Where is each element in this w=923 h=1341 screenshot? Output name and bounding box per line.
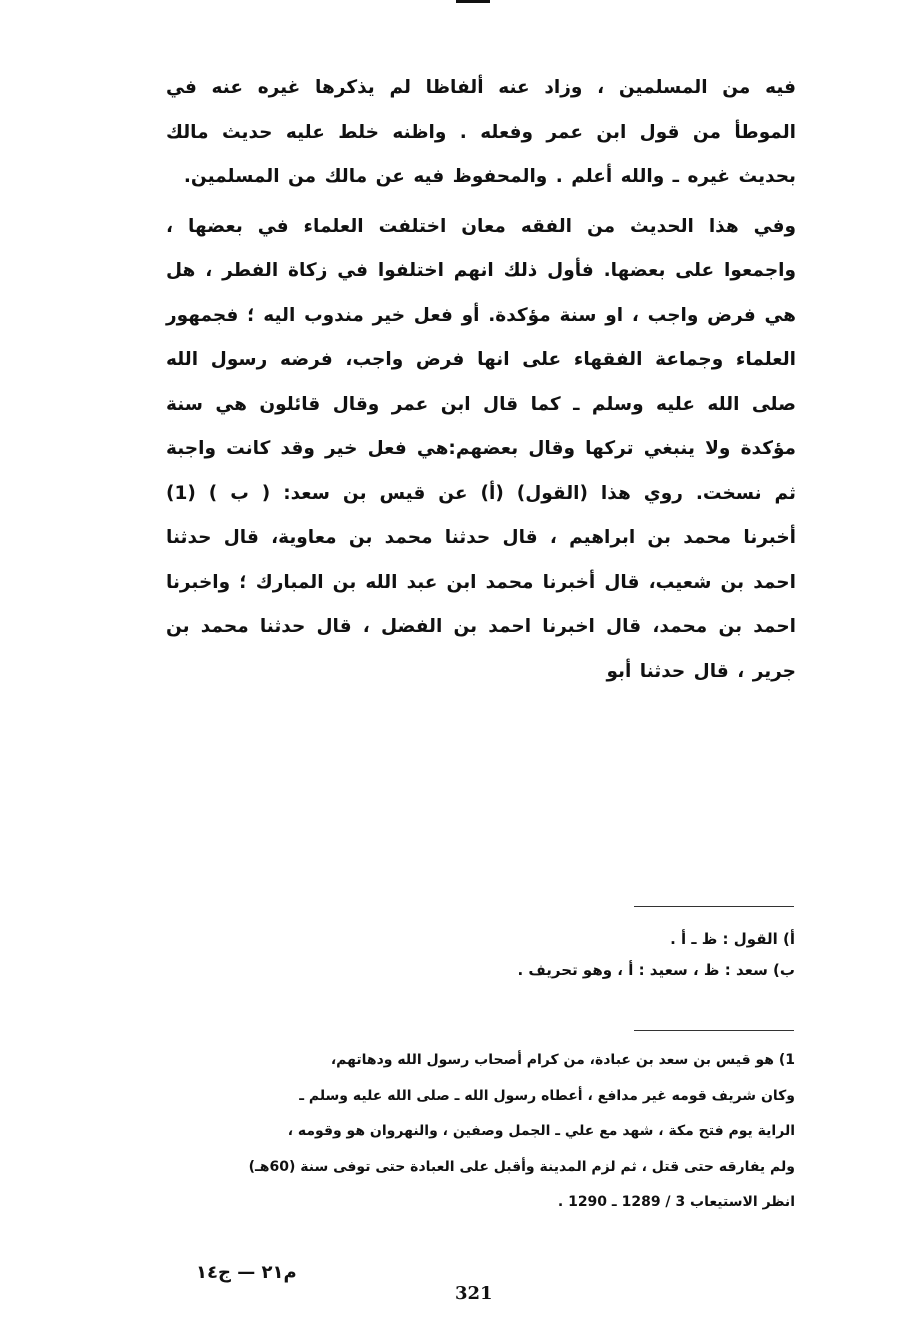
footnote-rule [634,1030,794,1031]
variant-notes [370,924,795,986]
footnote-line-2: وكان شريف قومه غير مدافع ، أعطاه رسول الله ـ صلى الله عليه وسلم ـ [299,1087,795,1104]
footnote-line-1: 1) هو قيس بن سعد بن عبادة، من كرام أصحاب رسول الله ودهاتهم، [330,1052,795,1068]
variant-notes-rule [634,906,794,907]
variant-note-a: أ) القول : ظ ـ أ . [670,930,795,948]
paragraph-1: فيه من المسلمين ، وزاد عنه ألفاظا لم يذكرها غيره عنه في الموطأ من قول ابن عمر وفعله . واظنه خلط عليه حديث مالك بحديث غيره ـ والله أعلم . والمحفوظ فيه عن مالك من المسلمين. [166,77,796,187]
paragraph-2: وفي هذا الحديث من الفقه معان اختلفت العلماء في بعضها ، واجمعوا على بعضها. فأول ذلك انهم اختلفوا في زكاة الفطر ، هل هي فرض واجب ، او سنة مؤكدة. أو فعل خير مندوب اليه ؛ فجمهور العلماء وجماعة الفقهاء على انها فرض واجب، فرضه رسول الله صلى الله عليه وسلم ـ كما قال ابن عمر وقال قائلون هي سنة مؤكدة ولا ينبغي تركها وقال بعضهم:هي فعل خير وقد كانت واجبة ثم نسخت. روي هذا (القول) (أ) عن قيس بن سعد: ( ب ) (1) أخبرنا محمد بن ابراهيم ، قال حدثنا محمد بن معاوية، قال حدثنا احمد بن شعيب، قال أخبرنا محمد ابن عبد الله بن المبارك ؛ واخبرنا احمد بن محمد، قال اخبرنا احمد بن الفضل ، قال حدثنا محمد بن جرير ، قال حدثنا أبو [166,215,796,682]
footnote-line-5: انظر الاستيعاب 3 / 1289 ـ 1290 . [557,1194,795,1211]
footnote-line-4: ولم يفارقه حتى قتل ، ثم لزم المدينة وأقبل على العبادة حتى توفى سنة (60هـ) [248,1158,795,1175]
footnote-line-3: الراية يوم فتح مكة ، شهد مع علي ـ الجمل وصفين ، والنهروان هو وقومه ، [287,1123,795,1140]
top-edge-mark [456,0,490,3]
variant-note-b: ب) سعد : ظ ، سعيد : أ ، وهو تحريف . [517,961,795,979]
signature-mark: م٢١ — ج١٤ [196,1262,297,1283]
main-text [166,66,796,694]
footnote [160,1043,795,1221]
page-number: 321 [455,1283,493,1304]
